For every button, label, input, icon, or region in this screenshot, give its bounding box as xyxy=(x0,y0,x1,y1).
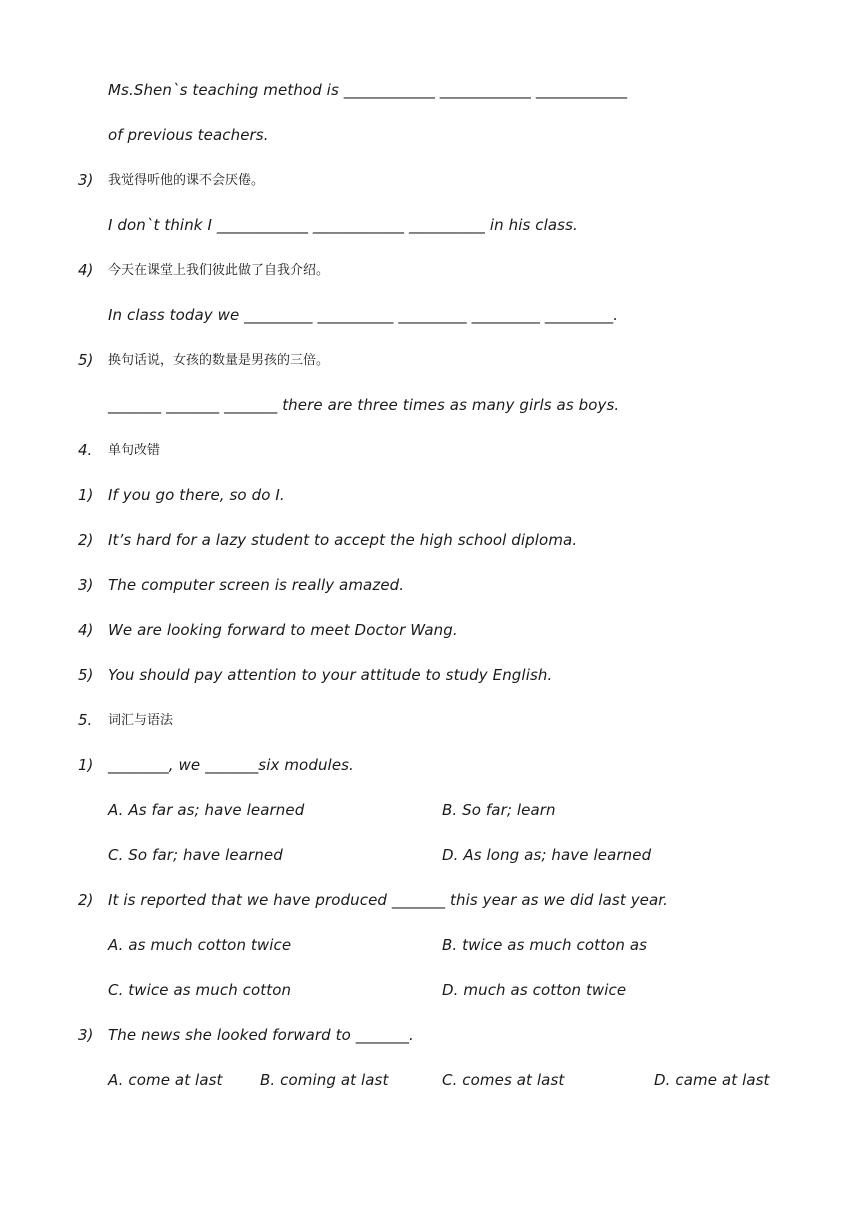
question-stem: The news she looked forward to _______. xyxy=(108,1026,414,1044)
translation-answer-line: I don`t think I ____________ ____________ __________ in his class. xyxy=(108,216,578,234)
option-b: B. coming at last xyxy=(260,1071,389,1089)
section-number: 4. xyxy=(78,441,93,459)
item-number: 2) xyxy=(78,891,94,909)
item-number: 1) xyxy=(78,486,94,504)
question-stem: It is reported that we have produced _______ this year as we did last year. xyxy=(108,891,669,909)
section-title: 词汇与语法 xyxy=(108,713,174,728)
correction-sentence: You should pay attention to your attitude to study English. xyxy=(108,666,553,684)
item-number: 2) xyxy=(78,531,94,549)
correction-sentence: If you go there, so do I. xyxy=(108,486,285,504)
translation-answer-line: In class today we _________ __________ _________ _________ _________. xyxy=(108,306,619,324)
option-a: A. As far as; have learned xyxy=(108,801,305,819)
option-c: C. twice as much cotton xyxy=(108,981,292,999)
section-number: 5. xyxy=(78,711,93,729)
item-number: 4) xyxy=(78,621,94,639)
item-number: 3) xyxy=(78,576,94,594)
item-number: 3) xyxy=(78,171,94,189)
question-stem: ________, we _______six modules. xyxy=(108,756,354,774)
correction-sentence: The computer screen is really amazed. xyxy=(108,576,405,594)
item-number: 3) xyxy=(78,1026,94,1044)
option-d: D. much as cotton twice xyxy=(442,981,627,999)
translation-prompt: 我觉得听他的课不会厌倦。 xyxy=(108,173,265,188)
item-number: 5) xyxy=(78,666,94,684)
translation-prompt: 今天在课堂上我们彼此做了自我介绍。 xyxy=(108,263,330,278)
option-a: A. as much cotton twice xyxy=(108,936,292,954)
translation-prompt: 换句话说，女孩的数量是男孩的三倍。 xyxy=(108,353,330,368)
option-d: D. came at last xyxy=(654,1071,770,1089)
section-title: 单句改错 xyxy=(108,443,161,458)
option-b: B. twice as much cotton as xyxy=(442,936,648,954)
option-b: B. So far; learn xyxy=(442,801,556,819)
item-number: 4) xyxy=(78,261,94,279)
correction-sentence: It’s hard for a lazy student to accept the high school diploma. xyxy=(108,531,578,549)
item-number: 5) xyxy=(78,351,94,369)
option-a: A. come at last xyxy=(108,1071,223,1089)
translation-answer-line: _______ _______ _______ there are three times as many girls as boys. xyxy=(108,396,620,414)
translation-answer-line: Ms.Shen`s teaching method is ____________ ____________ ____________ xyxy=(108,81,628,99)
option-c: C. So far; have learned xyxy=(108,846,283,864)
translation-answer-line: of previous teachers. xyxy=(108,126,269,144)
option-d: D. As long as; have learned xyxy=(442,846,652,864)
option-c: C. comes at last xyxy=(442,1071,565,1089)
item-number: 1) xyxy=(78,756,94,774)
correction-sentence: We are looking forward to meet Doctor Wang. xyxy=(108,621,458,639)
